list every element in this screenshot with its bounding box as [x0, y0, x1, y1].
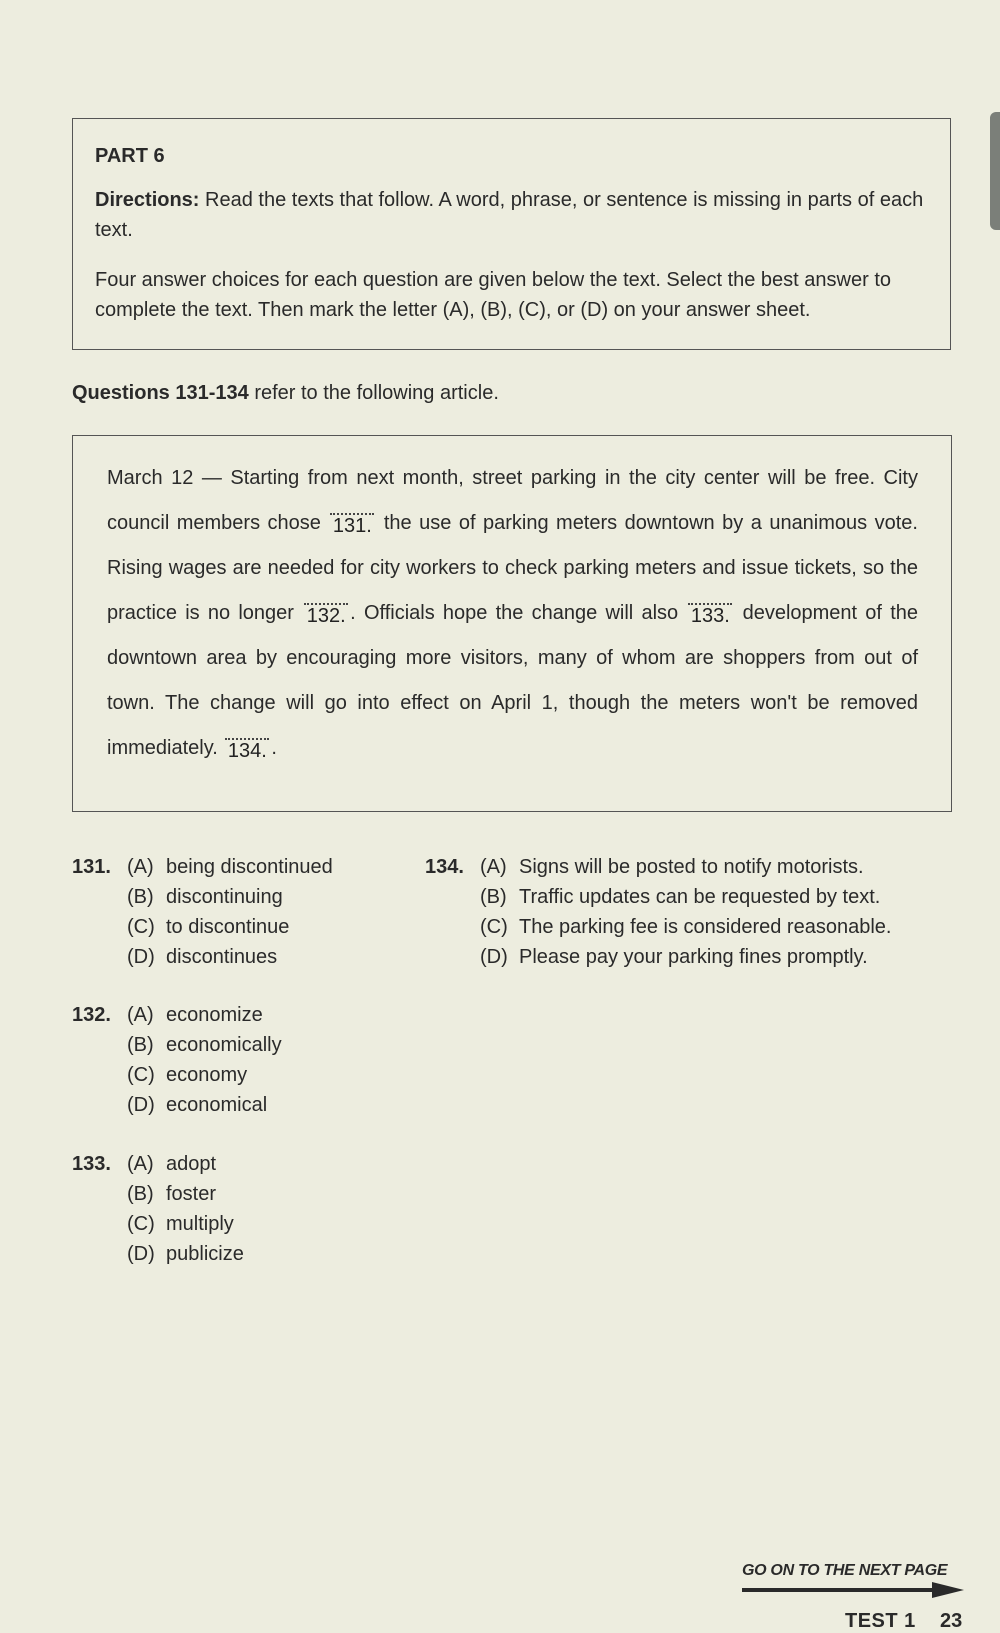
directions-paragraph	[95, 185, 928, 245]
directions-text: Read the texts that follow. A word, phrase, or sentence is missing in parts of each text.	[95, 189, 924, 241]
answer-option[interactable]	[480, 882, 891, 912]
answer-option[interactable]	[127, 1060, 282, 1090]
option-letter: (C)	[127, 1064, 155, 1086]
part-directions-box	[72, 118, 951, 350]
option-text: to discontinue	[166, 916, 290, 938]
answer-option[interactable]	[127, 912, 333, 942]
test-label: TEST 1	[845, 1610, 916, 1632]
article-segment: the use of parking meters downtown by a unanimous vote. Rising wages are needed for city workers to check parking meters and issue tickets, so the practice is no longer	[107, 512, 918, 624]
instructions-paragraph: Four answer choices for each question are given below the text. Select the best answer to complete the text. Then mark the letter (A), (B), (C), or (D) on your answer sheet.	[95, 269, 891, 321]
option-text: publicize	[166, 1243, 244, 1265]
option-text: multiply	[166, 1213, 234, 1235]
option-text: Signs will be posted to notify motorists.	[519, 856, 864, 878]
question-number: 133.	[72, 1153, 111, 1175]
answer-option[interactable]	[480, 852, 891, 882]
answer-option[interactable]	[127, 1179, 244, 1209]
go-on-label: GO ON TO THE NEXT PAGE	[742, 1562, 948, 1579]
option-letter: (B)	[127, 886, 154, 908]
option-letter: (C)	[127, 916, 155, 938]
article-box	[72, 435, 952, 812]
article-segment: .	[271, 737, 277, 759]
article-segment: March 12 — Starting from next month, street parking in the city center will be free. City council members chose	[107, 467, 918, 534]
option-letter: (D)	[480, 946, 508, 968]
option-text: economy	[166, 1064, 248, 1086]
answer-option[interactable]	[480, 942, 891, 972]
blank-133	[688, 599, 732, 627]
blank-131	[330, 509, 374, 537]
question-number: 132.	[72, 1004, 111, 1026]
article-segment: . Officials hope the change will also	[350, 602, 679, 624]
option-letter: (B)	[480, 886, 507, 908]
answer-option[interactable]	[127, 942, 333, 972]
option-letter: (A)	[480, 856, 507, 878]
option-text: economically	[166, 1034, 282, 1056]
option-text: being discontinued	[166, 856, 333, 878]
answer-option[interactable]	[127, 1000, 282, 1030]
answer-option[interactable]	[480, 912, 891, 942]
question-number: 134.	[425, 856, 464, 878]
blank-number: 131.	[332, 515, 372, 537]
option-letter: (D)	[127, 1243, 155, 1265]
option-text: economize	[166, 1004, 263, 1026]
option-text: Traffic updates can be requested by text.	[519, 886, 881, 908]
option-letter: (B)	[127, 1034, 154, 1056]
option-letter: (A)	[127, 856, 154, 878]
option-letter: (D)	[127, 946, 155, 968]
option-text: adopt	[166, 1153, 217, 1175]
blank-134	[225, 734, 269, 762]
option-letter: (A)	[127, 1004, 154, 1026]
answer-option[interactable]	[127, 1149, 244, 1179]
option-text: The parking fee is considered reasonable.	[519, 916, 892, 938]
question-number: 131.	[72, 856, 111, 878]
page-number: 23	[940, 1610, 963, 1632]
right-arrow-icon	[742, 1582, 964, 1598]
option-letter: (B)	[127, 1183, 154, 1205]
answer-option[interactable]	[127, 1090, 282, 1120]
option-letter: (D)	[127, 1094, 155, 1116]
blank-number: 132.	[306, 605, 346, 627]
questions-ref-text: refer to the following article.	[254, 382, 499, 404]
page-edge-tab	[990, 112, 1000, 230]
option-text: foster	[166, 1183, 217, 1205]
option-text: economical	[166, 1094, 268, 1116]
questions-range: Questions 131-134	[72, 382, 249, 404]
answer-option[interactable]	[127, 1030, 282, 1060]
blank-number: 133.	[690, 605, 730, 627]
answer-option[interactable]	[127, 1239, 244, 1269]
directions-label: Directions:	[95, 189, 200, 211]
option-letter: (A)	[127, 1153, 154, 1175]
option-text: discontinues	[166, 946, 278, 968]
option-text: Please pay your parking fines promptly.	[519, 946, 868, 968]
answer-option[interactable]	[127, 1209, 244, 1239]
answer-option[interactable]	[127, 852, 333, 882]
answer-option[interactable]	[127, 882, 333, 912]
questions-reference	[72, 382, 499, 405]
article-segment: development of the downtown area by encouraging more visitors, many of whom are shoppers from out of town. The change will go into effect on April 1, though the meters won't be removed immediately.	[107, 602, 919, 759]
part-title: PART 6	[95, 145, 165, 167]
option-text: discontinuing	[166, 886, 283, 908]
blank-number: 134.	[227, 740, 267, 762]
option-letter: (C)	[127, 1213, 155, 1235]
option-letter: (C)	[480, 916, 508, 938]
blank-132	[304, 599, 348, 627]
